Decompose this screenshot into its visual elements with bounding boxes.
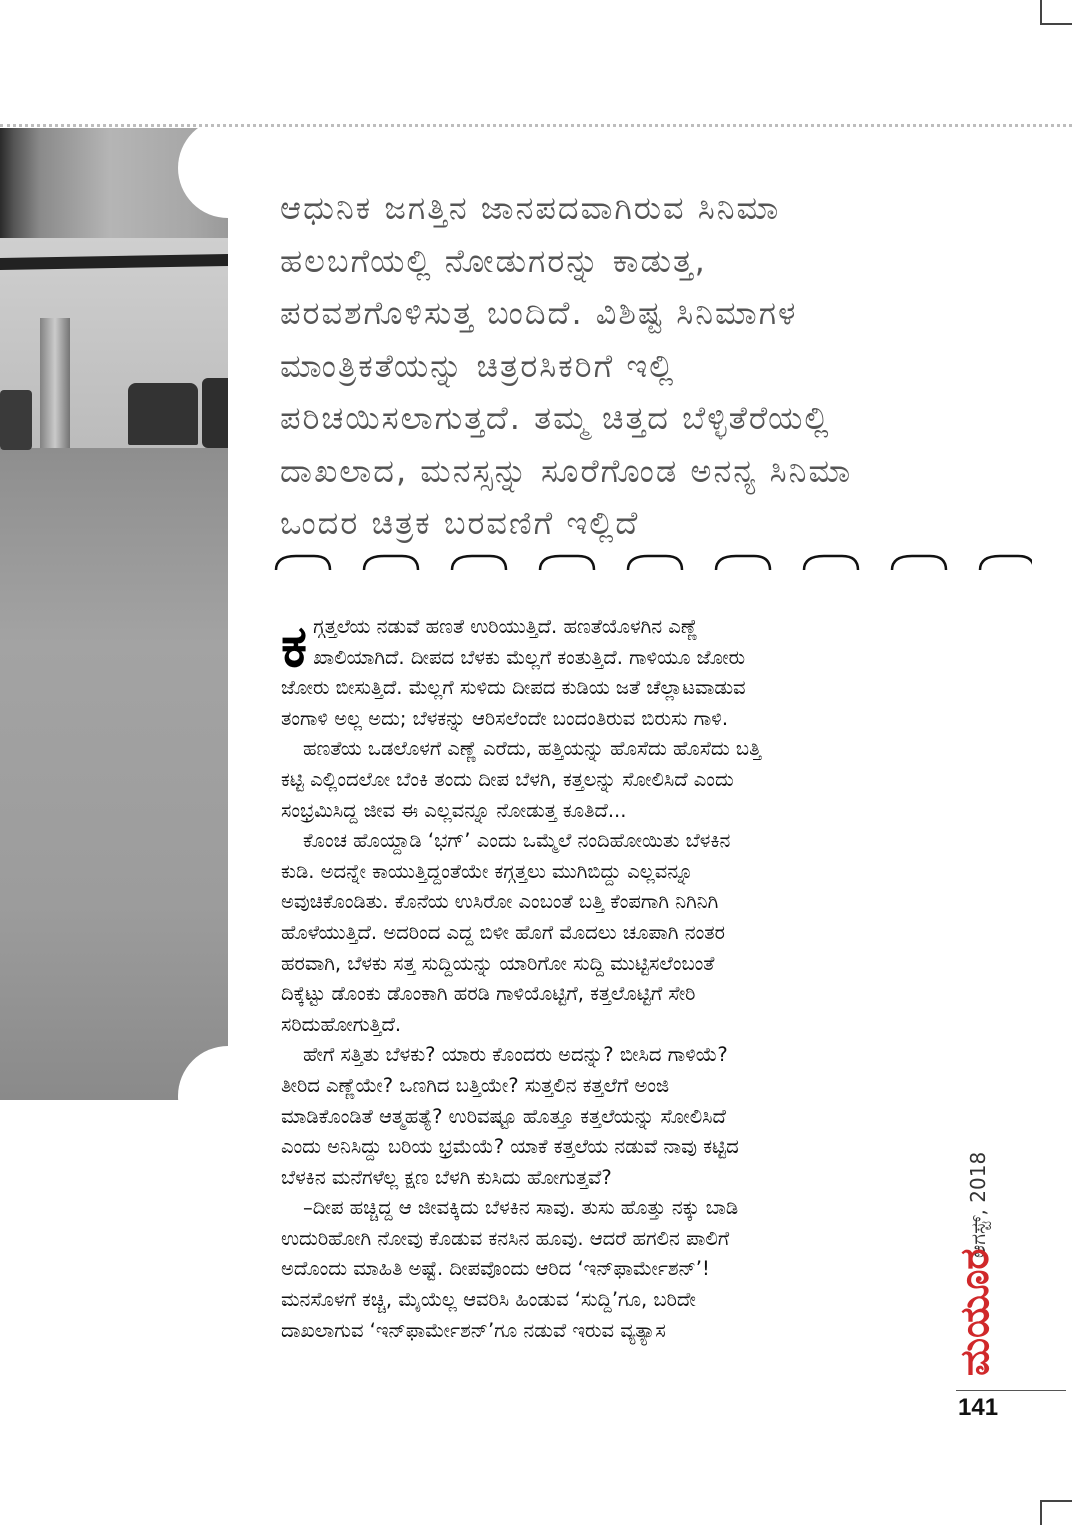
- ticket-notch-top: [178, 128, 228, 218]
- article-line: ಕಟ್ಟಿ ಎಲ್ಲಿಂದಲೋ ಬೆಂಕಿ ತಂದು ದೀಪ ಬೆಳಗಿ, ಕತ್ತಲನ್ನು ಸೋಲಿಸಿದೆ ಎಂದು: [281, 767, 734, 791]
- article-line: ಬೆಳಕಿನ ಮನೆಗಳೆಲ್ಲ ಕ್ಷಣ ಬೆಳಗಿ ಕುಸಿದು ಹೋಗುತ್ತವೆ?: [281, 1165, 612, 1189]
- article-line: ಸರಿದುಹೋಗುತ್ತಿದೆ.: [281, 1012, 402, 1036]
- intro-line: ಹಲಬಗೆಯಲ್ಲಿ ನೋಡುಗರನ್ನು ಕಾಡುತ್ತ,: [280, 241, 707, 280]
- film-strip-scallop: [628, 556, 682, 570]
- magazine-name: ಮಯೂರ: [952, 1248, 998, 1376]
- article-line: ಹೇಗೆ ಸತ್ತಿತು ಬೆಳಕು? ಯಾರು ಕೊಂದರು ಅದನ್ನು? ಬೀಸಿದ ಗಾಳಿಯೆ?: [303, 1043, 728, 1067]
- drop-cap: ಕ: [281, 612, 308, 680]
- article-line: ತೀರಿದ ಎಣ್ಣೆಯೇ? ಒಣಗಿದ ಬತ್ತಿಯೇ? ಸುತ್ತಲಿನ ಕತ್ತಲೆಗೆ ಅಂಜಿ: [281, 1073, 670, 1097]
- film-strip-scallop: [804, 556, 858, 570]
- article-line: ತಂಗಾಳಿ ಅಲ್ಲ ಅದು; ಬೆಳಕನ್ನು ಆರಿಸಲೆಂದೇ ಬಂದಂತಿರುವ ಬಿರುಸು ಗಾಳಿ.: [281, 706, 729, 730]
- film-strip-scallop: [980, 556, 1032, 570]
- header-dotted-rule: [0, 124, 1072, 127]
- article-line: ಮಾಡಿಕೊಂಡಿತೆ ಆತ್ಮಹತ್ಯೆ? ಉರಿವಷ್ಟೂ ಹೊತ್ತೂ ಕತ್ತಲೆಯನ್ನು ಸೋಲಿಸಿದೆ: [281, 1104, 726, 1128]
- intro-line: ಮಾಂತ್ರಿಕತೆಯನ್ನು ಚಿತ್ರರಸಿಕರಿಗೆ ಇಲ್ಲಿ: [280, 346, 676, 385]
- article-paragraphs: [281, 673, 913, 1346]
- article-line: ಅದೊಂದು ಮಾಹಿತಿ ಅಷ್ಟೆ. ದೀಪವೊಂದು ಆರಿದ ‘ಇನ್‌ಫಾರ್ಮೇಶನ್’!: [281, 1257, 710, 1281]
- article-line: –ದೀಪ ಹಚ್ಚಿದ್ದ ಆ ಜೀವಕ್ಕಿದು ಬೆಳಕಿನ ಸಾವು. ತುಸು ಹೊತ್ತು ನಕ್ಕು ಬಾಡಿ: [303, 1196, 739, 1220]
- crop-mark-top: [1040, 0, 1042, 24]
- article-line: ಹೊಳೆಯುತ್ತಿದೆ. ಅದರಿಂದ ಎದ್ದ ಬಿಳೀ ಹೊಗೆ ಮೊದಲು ಚೂಪಾಗಿ ನಂತರ: [281, 920, 725, 944]
- intro-line: ಪರವಶಗೊಳಿಸುತ್ತ ಬಂದಿದೆ. ವಿಶಿಷ್ಟ ಸಿನಿಮಾಗಳ: [280, 294, 798, 332]
- article-line: ಗ್ಗತ್ತಲೆಯ ನಡುವೆ ಹಣತೆ ಉರಿಯುತ್ತಿದೆ. ಹಣತೆಯೊಳಗಿನ ಎಣ್ಣೆ: [313, 615, 698, 638]
- crop-mark-top-h: [1040, 23, 1072, 25]
- article-line: ಕುಡಿ. ಅದನ್ನೇ ಕಾಯುತ್ತಿದ್ದಂತೆಯೇ ಕಗ್ಗತ್ತಲು ಮುಗಿಬಿದ್ದು ಎಲ್ಲವನ್ನೂ: [281, 859, 694, 883]
- crop-mark-bottom-h: [1040, 1500, 1072, 1502]
- article-line: ಹರವಾಗಿ, ಬೆಳಕು ಸತ್ತ ಸುದ್ದಿಯನ್ನು ಯಾರಿಗೋ ಸುದ್ದಿ ಮುಟ್ಟಿಸಲೆಂಬಂತೆ: [281, 951, 715, 975]
- article-line: ದಾಖಲಾಗುವ ‘ಇನ್‌ಫಾರ್ಮೇಶನ್’ಗೂ ನಡುವೆ ಇರುವ ವ್ಯತ್ಯಾಸ: [281, 1318, 666, 1342]
- article-line: ಮನಸೊಳಗೆ ಕಚ್ಚಿ, ಮೈಯೆಲ್ಲ ಆವರಿಸಿ ಹಿಂಡುವ ‘ಸುದ್ದಿ’ಗೂ, ಬರಿದೇ: [281, 1288, 696, 1312]
- intro-line: ದಾಖಲಾದ, ಮನಸ್ಸನ್ನು ಸೂರೆಗೊಂಡ ಅನನ್ಯ ಸಿನಿಮಾ: [280, 451, 853, 490]
- page-number: 141: [958, 1394, 999, 1421]
- film-strip-scallop: [276, 556, 330, 570]
- article-line: ಹಣತೆಯ ಒಡಲೊಳಗೆ ಎಣ್ಣೆ ಎರೆದು, ಹತ್ತಿಯನ್ನು ಹೊಸೆದು ಹೊಸೆದು ಬತ್ತಿ: [303, 737, 762, 761]
- article-line: ಸಂಭ್ರಮಿಸಿದ್ದ ಜೀವ ಈ ಎಲ್ಲವನ್ನೂ ನೋಡುತ್ತ ಕೂತಿದೆ...: [281, 798, 627, 822]
- issue-date: ಆಗಸ್ಟ್, 2018: [966, 1151, 990, 1258]
- article-body: [281, 612, 913, 1346]
- article-line: ಕೊಂಚ ಹೊಯ್ದಾಡಿ ‘ಭಗ್’ ಎಂದು ಒಮ್ಮೆಲೆ ನಂದಿಹೋಯಿತು ಬೆಳಕಿನ: [303, 829, 731, 853]
- intro-line: ಪರಿಚಯಿಸಲಾಗುತ್ತದೆ. ತಮ್ಮ ಚಿತ್ತದ ಬೆಳ್ಳಿತೆರೆಯಲ್ಲಿ: [280, 399, 831, 437]
- intro-line: ಒಂದರ ಚಿತ್ರಕ ಬರವಣಿಗೆ ಇಲ್ಲಿದೆ: [280, 504, 640, 542]
- article-line: ಉದುರಿಹೋಗಿ ನೋವು ಕೊಡುವ ಕನಸಿನ ಹೂವು. ಆದರೆ ಹಗಲಿನ ಪಾಲಿಗೆ: [281, 1226, 730, 1250]
- crop-mark-bottom: [1040, 1500, 1042, 1525]
- article-line: ಎಂದು ಅನಿಸಿದ್ದು ಬರಿಯ ಭ್ರಮೆಯೆ? ಯಾಕೆ ಕತ್ತಲೆಯ ನಡುವೆ ನಾವು ಕಟ್ಟಿದ: [281, 1135, 739, 1159]
- film-strip-scallop: [892, 556, 946, 570]
- article-line: ದಿಕ್ಕೆಟ್ಟು ಡೊಂಕು ಡೊಂಕಾಗಿ ಹರಡಿ ಗಾಳಿಯೊಟ್ಟಿಗೆ, ಕತ್ತಲೊಟ್ಟಿಗೆ ಸೇರಿ: [281, 982, 696, 1006]
- film-strip-scallop: [540, 556, 594, 570]
- intro-line: ಆಧುನಿಕ ಜಗತ್ತಿನ ಜಾನಪದವಾಗಿರುವ ಸಿನಿಮಾ: [280, 189, 781, 227]
- film-strip-scallop: [716, 556, 770, 570]
- intro-blurb: [280, 182, 1000, 550]
- cinema-photo: [0, 128, 228, 1100]
- folio-rule: [956, 1390, 1066, 1391]
- article-line: ಜೋರು ಬೀಸುತ್ತಿದೆ. ಮೆಲ್ಲಗೆ ಸುಳಿದು ದೀಪದ ಕುಡಿಯ ಜತೆ ಚೆಲ್ಲಾಟವಾಡುವ: [281, 676, 746, 700]
- film-strip-divider: [268, 552, 1032, 572]
- film-strip-scallop: [364, 556, 418, 570]
- film-strip-scallop: [452, 556, 506, 570]
- article-line: ಖಾಲಿಯಾಗಿದೆ. ದೀಪದ ಬೆಳಕು ಮೆಲ್ಲಗೆ ಕಂತುತ್ತಿದೆ. ಗಾಳಿಯೂ ಜೋರು: [313, 645, 746, 669]
- article-line: ಅವುಚಿಕೊಂಡಿತು. ಕೊನೆಯ ಉಸಿರೋ ಎಂಬಂತೆ ಬತ್ತಿ ಕೆಂಪಗಾಗಿ ನಿಗಿನಿಗಿ: [281, 890, 719, 914]
